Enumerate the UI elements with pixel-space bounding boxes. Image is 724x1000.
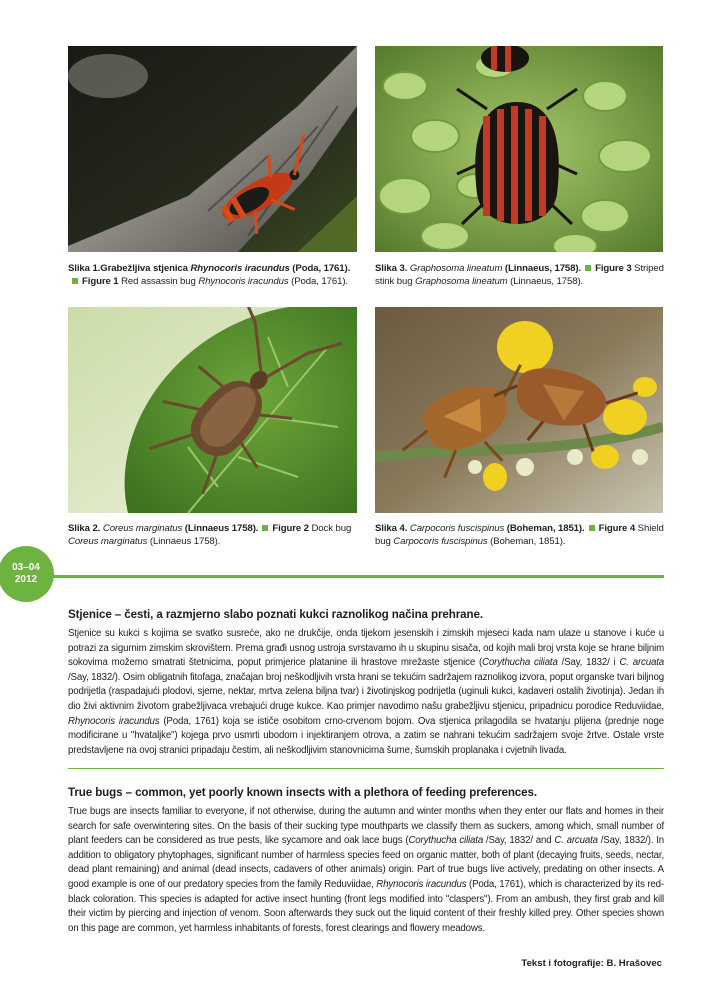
croatian-heading: Stjenice – česti, a razmjerno slabo poznati kukci raznolikog načina prehrane. — [68, 608, 483, 621]
section-divider-rule — [0, 575, 664, 578]
caption-species-hr: Coreus marginatus — [102, 523, 183, 534]
photo-dock-bug — [68, 307, 357, 513]
croatian-body: Stjenice su kukci s kojima se svatko susreće, ako ne drukčije, onda tijekom jesenskih i zimskih mjeseci kada nam ulaze u stanove i kuće u potrazi za sigurnim zimskim skrovištem. Prema građi usnog ustroja svrstavamo ih u skupinu sisača, od kojih mali broj vrsta koje se hrane biljnim sokovima možemo smatrati štetnicima, poput primjerice platanine ili hrastove mrežaste stjenice (Corythucha ciliata /Say, 1832/ i C. arcuata /Say, 1832/). Osim obligatnih fitofaga, značajan broj neškodljivih vrsta hrani se tekućim sadržajem raznolikog izvora, poput organske tvari biljnog podrijetla (raspadajući plodovi, sjeme, nektar, mrtva zelena biljna tvar) i životinjskog podrijetla (uginuli kukci, kadaveri ostalih životinja). Jedan ih dio živi aktivnim životom grabežljivaca vrebajući druge kukce. Kao primjer navodimo našu grabežljivu stjenicu, pripadnicu porodice Reduviidae, Rhynocoris iracundus (Poda, 1761) koja se ističe osobitom crno-crvenom bojom. Ova stjenica prilagodila se hvatanju plijena (prednje noge modificirane u "hvataljke") kojega prvo usmrti ubodom i injektiranjem otrova, a zatim se nahrani tekućim sadržajem svoje žrtve. Ostale vrste predstavljene na ovoj stranici pripadaju čestim, ali neškodljivim stanovnicima šume, šumskih proplanaka i cvjetnih livada. — [68, 628, 664, 756]
caption-figure-1: Slika 1.Grabežljiva stjenica Rhynocoris iracundus (Poda, 1761). Figure 1 Red assassin bug Rhynocoris iracundus (Poda, 1761). — [68, 263, 351, 287]
green-square-icon — [262, 525, 268, 531]
green-square-icon — [585, 265, 591, 271]
english-article — [68, 786, 664, 936]
caption-label-en: Figure 1 — [82, 276, 119, 287]
caption-species-hr: Rhynocoris iracundus — [190, 263, 290, 274]
issue-badge — [0, 546, 54, 602]
caption-label-en: Figure 2 — [272, 523, 309, 534]
photo-shield-bug — [375, 307, 663, 513]
language-separator — [68, 768, 664, 769]
caption-figure-4: Slika 4. Carpocoris fuscispinus (Boheman, 1851). Figure 4 Shield bug Carpocoris fuscispinus (Boheman, 1851). — [375, 523, 664, 547]
caption-label-hr: Slika 2. — [68, 523, 101, 534]
issue-year: 2012 — [14, 574, 38, 585]
english-heading: True bugs – common, yet poorly known insects with a plethora of feeding preferences. — [68, 786, 537, 799]
green-square-icon — [72, 278, 78, 284]
caption-label-en: Figure 4 — [598, 523, 636, 534]
caption-figure-3: Slika 3. Graphosoma lineatum (Linnaeus, 1758). Figure 3 Striped stink bug Graphosoma lineatum (Linnaeus, 1758). — [375, 263, 664, 287]
photo-striped-stink-bug — [375, 46, 663, 252]
caption-label-hr: Slika 4. — [375, 523, 408, 534]
caption-label-en: Figure 3 — [595, 263, 632, 274]
issue-number: 03–04 — [12, 562, 40, 573]
caption-label-hr: Slika 3. — [375, 263, 408, 274]
photo-red-assassin-bug — [68, 46, 357, 252]
caption-species-hr: Graphosoma lineatum — [409, 263, 503, 274]
photo-credit: Tekst i fotografije: B. Hrašovec — [521, 958, 662, 969]
caption-species-hr: Carpocoris fuscispinus — [409, 523, 505, 534]
english-body: True bugs are insects familiar to everyone, if not otherwise, during the autumn and winter months when they enter our flats and homes in their search for safe overwintering sites. On the basis of their sucking type mouthparts we classify them as suckers, among which, small number of plant feeders can be considered as true pests, like sycamore and oak lace bugs (Corythucha ciliata /Say, 1832/ and C. arcuata /Say, 1832/). In addition to obligatory phytophages, significant number of harmless species feed on organic matter, both of plant (decaying fruits, seeds, nectar, dead plant remaining) and animal (dead insects, cadavers of other animals) origin. Part of true bugs live actively, predating on other insects. A good example is one of our predatory species from the family Reduviidae, Rhynocoris iracundus (Poda, 1761), which is characterized by its red-black coloration. This species is adapted for active insect hunting (front legs modified into "claspers"). From an ambush, they first grab and kill their victim by piercing and injection of venom. Soon afterwards they suck out the liquid content of their freshly killed prey. Other species shown on this page are common, yet harmless inhabitants of forests, forest clearings and flowery meadows. — [68, 806, 664, 934]
caption-label-hr: Slika 1. — [68, 263, 101, 274]
caption-figure-2: Slika 2. Coreus marginatus (Linnaeus 1758). Figure 2 Dock bug Coreus marginatus (Linnaeus 1758). — [68, 523, 352, 547]
croatian-article — [68, 608, 664, 758]
green-square-icon — [589, 525, 595, 531]
